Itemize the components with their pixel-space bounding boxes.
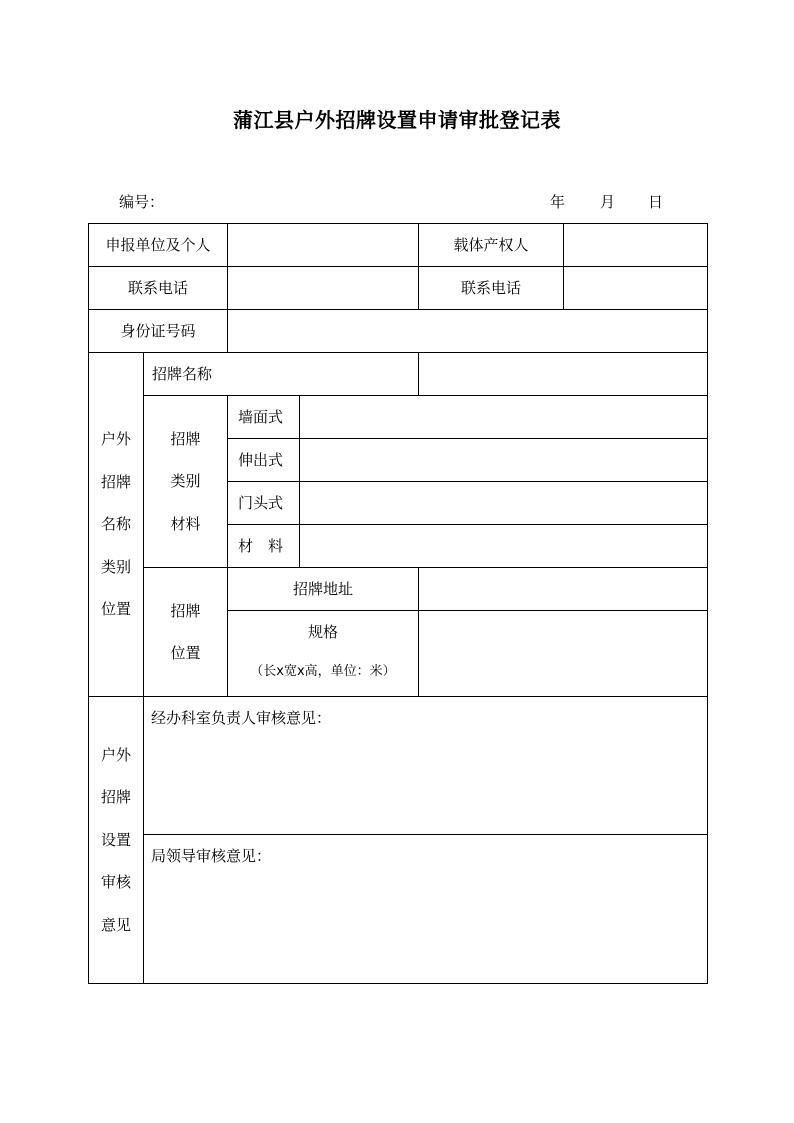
category-storefront-label: 门头式 bbox=[238, 494, 284, 512]
applicant-unit-label: 申报单位及个人 bbox=[105, 236, 211, 254]
side-label-line: 审核 bbox=[100, 873, 131, 892]
sign-address-label: 招牌地址 bbox=[292, 580, 353, 598]
form-title: 蒲江县户外招牌设置申请审批登记表 bbox=[233, 108, 561, 132]
side-label-line: 意见 bbox=[100, 915, 131, 934]
leader-opinion-field[interactable] bbox=[144, 868, 707, 983]
sign-address-field[interactable] bbox=[419, 568, 707, 610]
review-section-side-label bbox=[89, 697, 143, 983]
side-label-line: 位置 bbox=[100, 600, 131, 619]
category-group-line: 招牌 bbox=[170, 429, 201, 448]
category-wall-field[interactable] bbox=[300, 396, 707, 438]
applicant-phone-field[interactable] bbox=[228, 267, 418, 309]
side-label-line: 户外 bbox=[100, 430, 131, 449]
leader-opinion-label: 局领导审核意见： bbox=[151, 847, 272, 865]
side-label-line: 户外 bbox=[100, 745, 131, 764]
category-projecting-label: 伸出式 bbox=[238, 451, 284, 469]
category-group-line: 类别 bbox=[170, 472, 201, 491]
id-number-label: 身份证号码 bbox=[120, 322, 196, 340]
owner-phone-field[interactable] bbox=[564, 267, 707, 309]
material-label: 材 料 bbox=[238, 537, 284, 555]
side-label-line: 类别 bbox=[100, 557, 131, 576]
category-group-line: 材料 bbox=[170, 514, 201, 533]
owner-phone-label: 联系电话 bbox=[460, 279, 521, 297]
owner-field[interactable] bbox=[564, 224, 707, 266]
date-year-label: 年 bbox=[550, 193, 566, 211]
position-group-label bbox=[144, 568, 227, 696]
table-border-bottom bbox=[88, 983, 708, 984]
category-group-label bbox=[144, 396, 227, 567]
serial-number-label: 编号： bbox=[119, 193, 165, 211]
date-day-label: 日 bbox=[648, 193, 664, 211]
position-group-line: 位置 bbox=[170, 644, 201, 662]
spec-unit-label: （长ⅹ宽ⅹ高，单位：米） bbox=[250, 664, 396, 679]
date-month-label: 月 bbox=[600, 193, 616, 211]
spec-field[interactable] bbox=[419, 611, 707, 696]
sign-section-side-label bbox=[89, 353, 143, 696]
office-opinion-label: 经办科室负责人审核意见： bbox=[151, 709, 332, 727]
category-wall-label: 墙面式 bbox=[238, 408, 284, 426]
applicant-phone-label: 联系电话 bbox=[127, 279, 188, 297]
table-border-right bbox=[707, 223, 708, 984]
material-field[interactable] bbox=[300, 525, 707, 567]
category-storefront-field[interactable] bbox=[300, 482, 707, 524]
side-label-line: 设置 bbox=[100, 830, 131, 849]
category-projecting-field[interactable] bbox=[300, 439, 707, 481]
spec-label: 规格 bbox=[307, 623, 338, 641]
office-opinion-field[interactable] bbox=[144, 730, 707, 834]
id-number-field[interactable] bbox=[228, 310, 707, 352]
side-label-line: 招牌 bbox=[100, 788, 131, 807]
side-label-line: 名称 bbox=[100, 515, 131, 534]
sign-name-label: 招牌名称 bbox=[152, 365, 213, 383]
side-label-line: 招牌 bbox=[100, 472, 131, 491]
owner-label: 载体产权人 bbox=[453, 236, 529, 254]
position-group-line: 招牌 bbox=[170, 601, 201, 620]
applicant-unit-field[interactable] bbox=[228, 224, 418, 266]
sign-name-field[interactable] bbox=[419, 353, 707, 395]
spec-label-group bbox=[228, 623, 418, 681]
